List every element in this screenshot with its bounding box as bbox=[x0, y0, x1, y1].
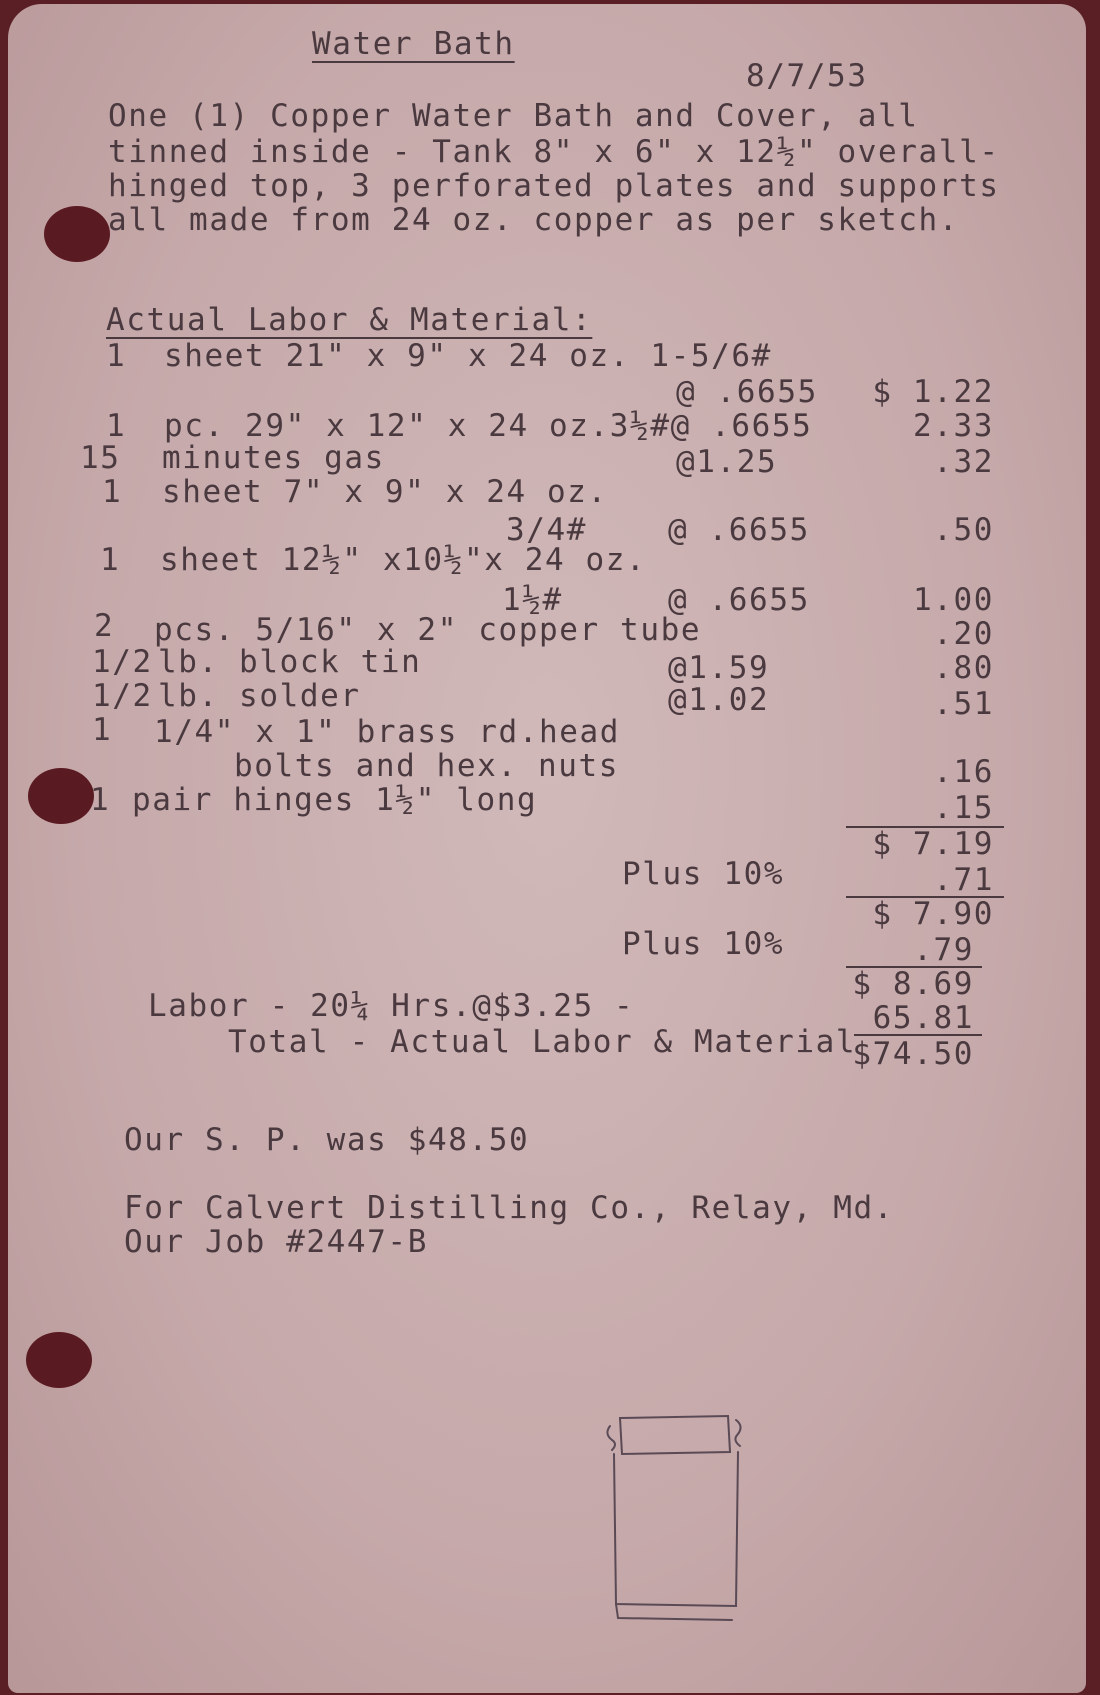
item-rate: @ .6655 bbox=[676, 374, 818, 410]
plus-amount: .71 bbox=[933, 862, 994, 898]
item-amount: .20 bbox=[933, 616, 994, 652]
item-amount: .80 bbox=[933, 650, 994, 686]
item-weight: 1½# bbox=[502, 582, 563, 618]
description-line: hinged top, 3 perforated plates and supports bbox=[108, 168, 1000, 204]
customer-line: For Calvert Distilling Co., Relay, Md. bbox=[124, 1190, 895, 1226]
sale-price-line: Our S. P. was $48.50 bbox=[124, 1122, 530, 1158]
item-qty: 1 bbox=[106, 338, 127, 374]
plus-label: Plus 10% bbox=[622, 926, 785, 962]
description-line: tinned inside - Tank 8" x 6" x 12½" overall- bbox=[108, 134, 1000, 170]
subtotal-1: $ 7.19 bbox=[872, 826, 994, 862]
item-qty: 2 bbox=[94, 608, 115, 644]
item-qty: 1/2 bbox=[92, 678, 153, 714]
plus-amount: .79 bbox=[913, 932, 974, 968]
item-desc: lb. block tin bbox=[158, 644, 422, 680]
item-desc-cont: bolts and hex. nuts bbox=[234, 748, 620, 784]
item-desc: pc. 29" x 12" x 24 oz.3½#@ .6655 bbox=[164, 408, 813, 444]
total-label: Total - Actual Labor & Material bbox=[228, 1024, 857, 1060]
subtotal-3: $ 8.69 bbox=[852, 966, 974, 1002]
job-number-line: Our Job #2447-B bbox=[124, 1224, 428, 1260]
item-amount: .51 bbox=[933, 686, 994, 722]
labor-amount: 65.81 bbox=[872, 1000, 974, 1036]
item-qty: 1/2 bbox=[92, 644, 153, 680]
water-bath-sketch-icon bbox=[598, 1404, 768, 1654]
item-qty: 1 bbox=[102, 474, 123, 510]
card-title: Water Bath bbox=[312, 26, 515, 62]
item-rate: @1.25 bbox=[676, 444, 778, 480]
labor-line: Labor - 20¼ Hrs.@$3.25 - bbox=[148, 988, 635, 1024]
item-desc: pair hinges 1½" long bbox=[132, 782, 538, 818]
subtotal-2: $ 7.90 bbox=[872, 896, 994, 932]
item-qty: 1 bbox=[92, 712, 113, 748]
item-amount: $ 1.22 bbox=[872, 374, 994, 410]
item-desc: sheet 21" x 9" x 24 oz. 1-5/6# bbox=[164, 338, 772, 374]
item-rate: @ .6655 bbox=[668, 512, 810, 548]
total-amount: $74.50 bbox=[852, 1036, 974, 1072]
item-rate: @1.02 bbox=[668, 682, 770, 718]
item-rate: @1.59 bbox=[668, 650, 770, 686]
item-amount: .15 bbox=[933, 790, 994, 826]
item-amount: .32 bbox=[933, 444, 994, 480]
item-desc: pcs. 5/16" x 2" copper tube bbox=[154, 612, 702, 648]
punch-hole-bottom bbox=[26, 1332, 92, 1388]
item-desc: 1/4" x 1" brass rd.head bbox=[154, 714, 621, 750]
card-date: 8/7/53 bbox=[746, 58, 868, 94]
item-amount: 2.33 bbox=[912, 408, 994, 444]
item-desc: sheet 12½" x10½"x 24 oz. bbox=[160, 542, 647, 578]
item-qty: 1 bbox=[106, 408, 127, 444]
item-amount: .16 bbox=[933, 754, 994, 790]
plus-label: Plus 10% bbox=[622, 856, 785, 892]
item-amount: 1.00 bbox=[912, 582, 994, 618]
item-desc: minutes gas bbox=[162, 440, 385, 476]
punch-hole-top bbox=[44, 206, 110, 262]
job-card bbox=[8, 4, 1086, 1693]
item-qty: 1 bbox=[100, 542, 121, 578]
item-qty: 15 bbox=[80, 440, 121, 476]
item-desc: sheet 7" x 9" x 24 oz. bbox=[162, 474, 608, 510]
section-heading: Actual Labor & Material: bbox=[106, 302, 593, 338]
item-desc: lb. solder bbox=[158, 678, 361, 714]
item-weight: 3/4# bbox=[506, 512, 588, 548]
description-line: all made from 24 oz. copper as per sketch. bbox=[108, 202, 960, 238]
item-rate: @ .6655 bbox=[668, 582, 810, 618]
description-line: One (1) Copper Water Bath and Cover, all bbox=[108, 98, 919, 134]
punch-hole-middle bbox=[28, 768, 94, 824]
item-amount: .50 bbox=[933, 512, 994, 548]
item-qty: 1 bbox=[90, 782, 111, 818]
